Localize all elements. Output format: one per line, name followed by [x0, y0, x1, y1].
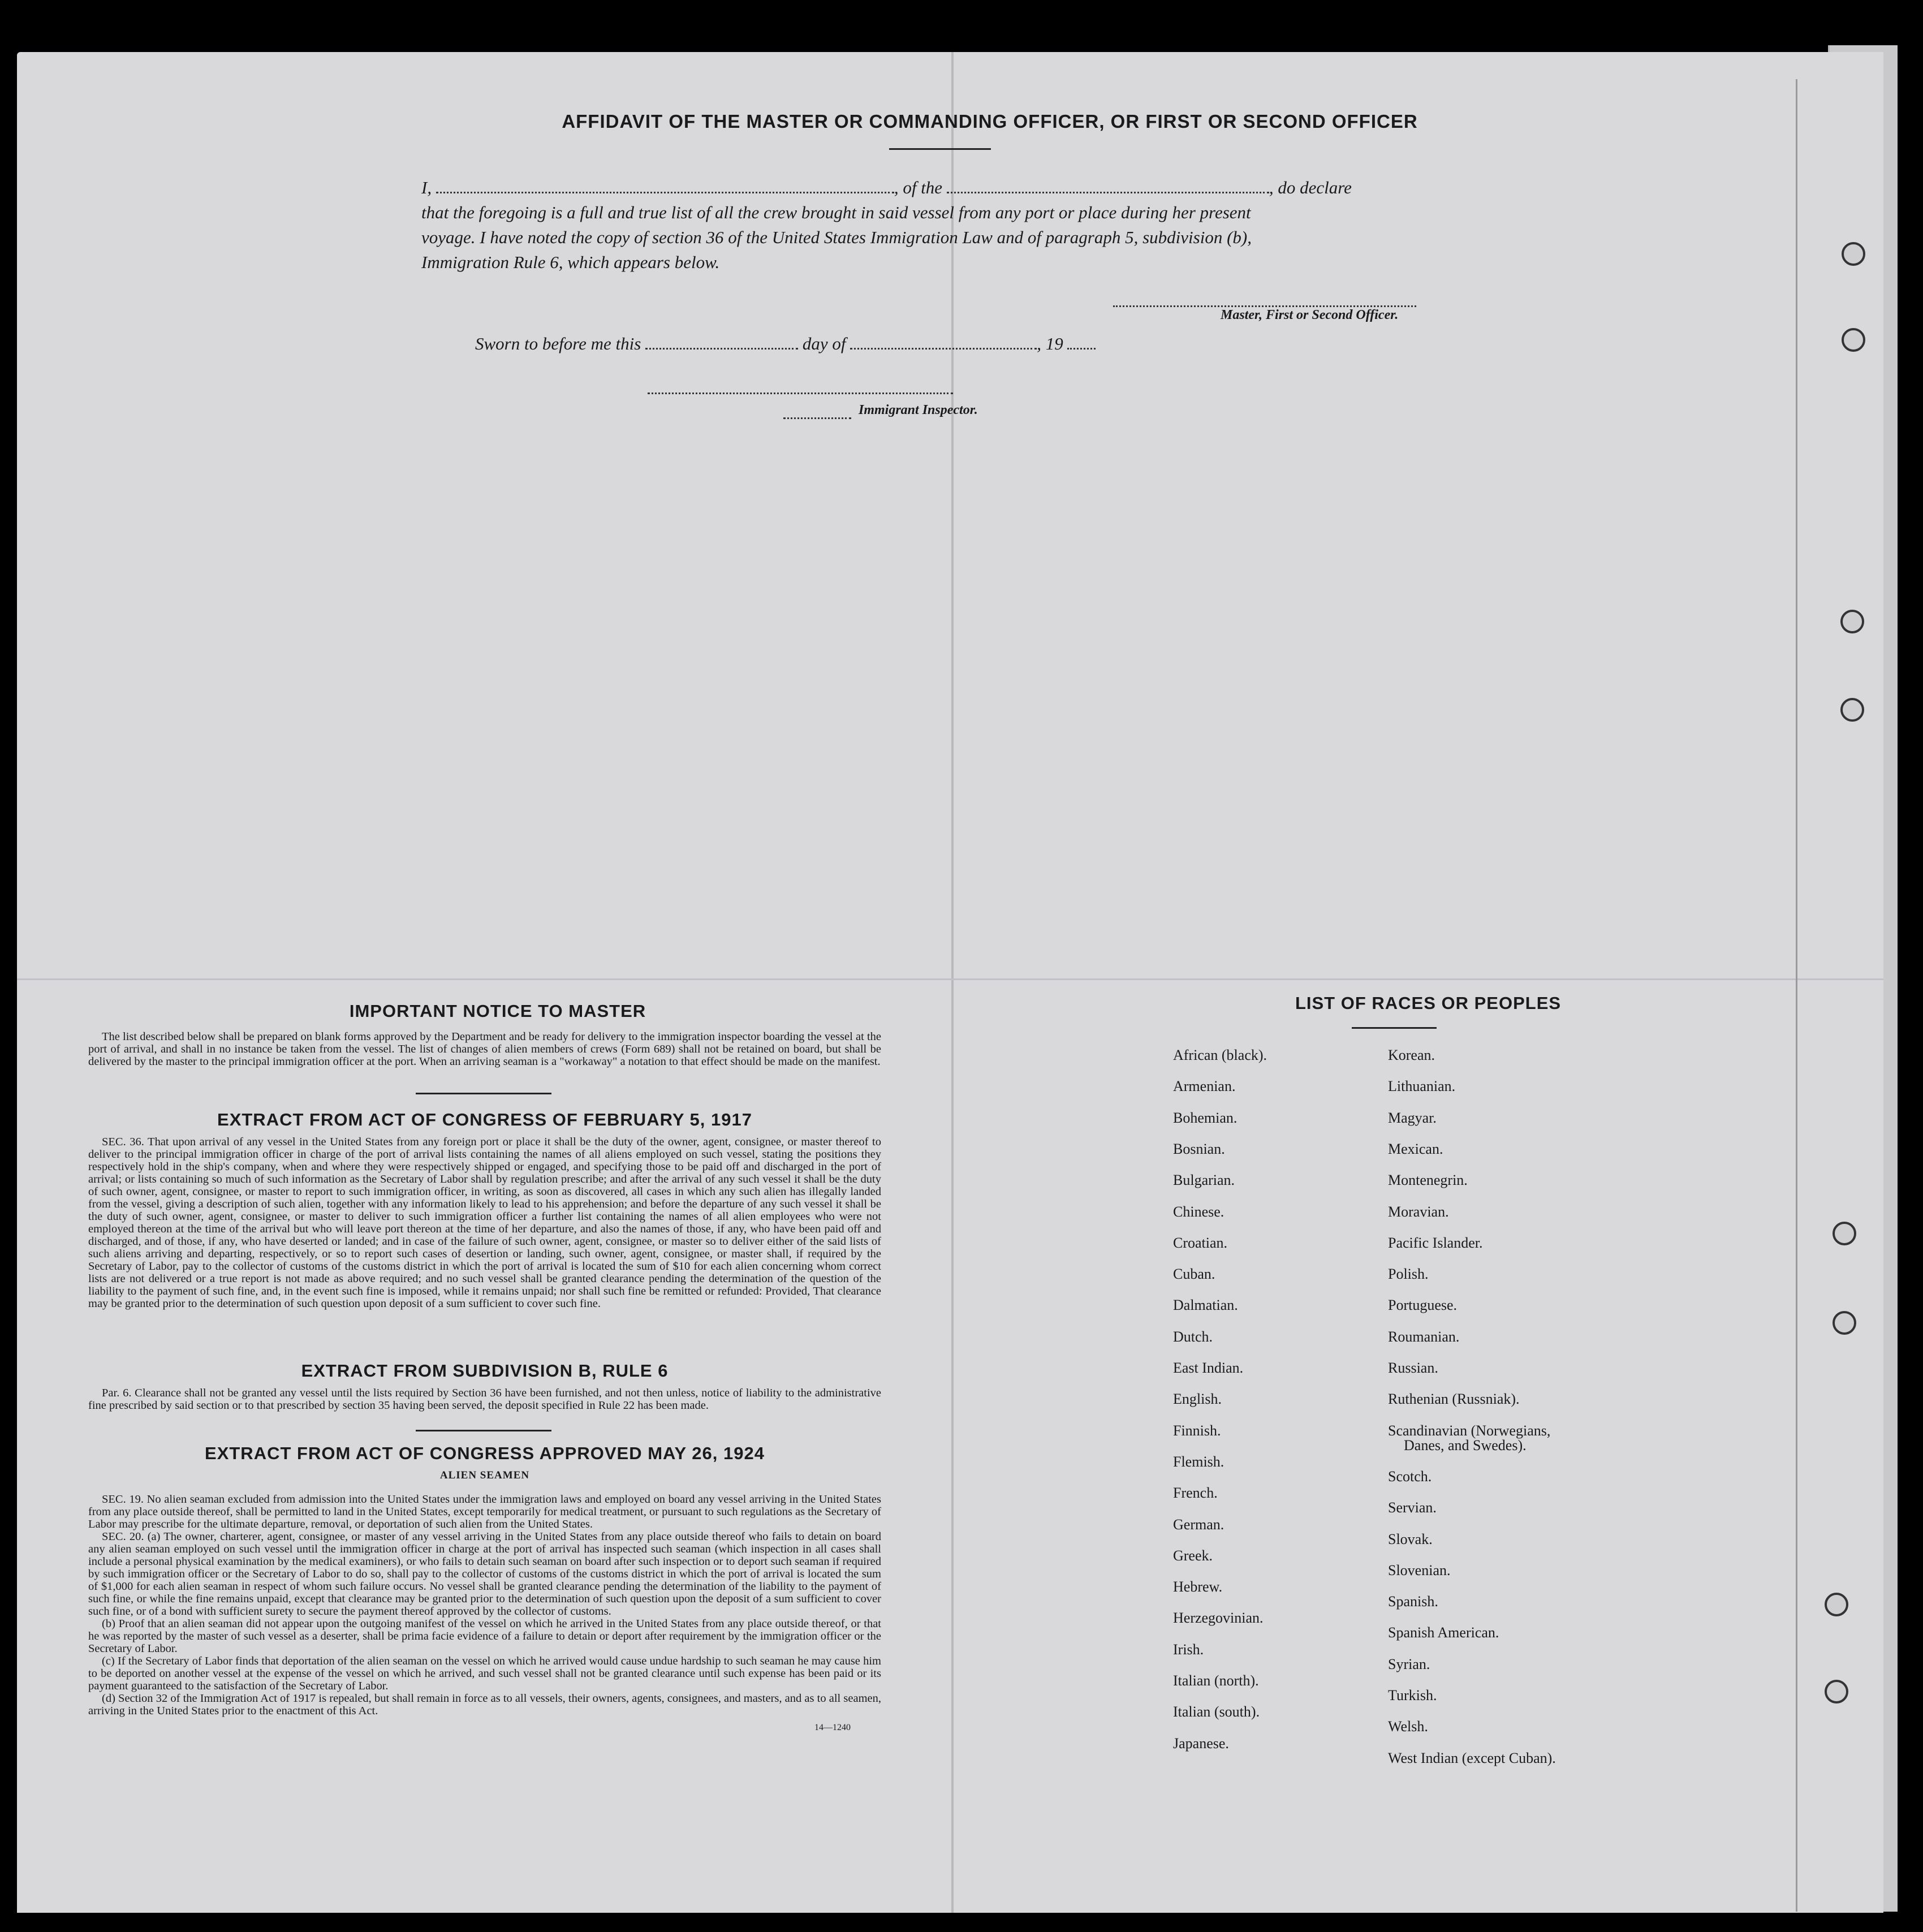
vessel-name-field[interactable]: [947, 179, 1269, 193]
notice-title: IMPORTANT NOTICE TO MASTER: [349, 1001, 646, 1021]
race-item: Montenegrin.: [1388, 1172, 1468, 1189]
race-item: Bulgarian.: [1173, 1172, 1235, 1189]
race-item: French.: [1173, 1485, 1218, 1502]
race-item: Syrian.: [1388, 1655, 1430, 1672]
divider: [416, 1430, 551, 1431]
punch-hole-icon: [1842, 242, 1865, 266]
extract-1924-subtitle: ALIEN SEAMEN: [439, 1469, 530, 1481]
race-item: Slovak.: [1388, 1530, 1433, 1547]
notice-text: The list described below shall be prepared on blank forms approved by the Department and be ready for delivery to the immigration inspector boarding the vessel at the port of arrival, and shall in no instance be taken from the vessel. The list of changes of alien members of crews (Form 689) shall not be retained on board, but shall be delivered by the master to the principal immigration officer at the port. When an arriving seaman is a "workaway" a notation to that effect should be made on the manifest.: [88, 1030, 881, 1068]
divider: [416, 1093, 551, 1094]
race-item: Turkish.: [1388, 1687, 1437, 1704]
race-item: Ruthenian (Russniak).: [1388, 1391, 1520, 1408]
sworn-line: Sworn to before me this day of , 19: [475, 334, 1096, 354]
race-item: Italian (south).: [1173, 1704, 1260, 1720]
race-item: Scandinavian (Norwegians,: [1388, 1422, 1551, 1439]
race-item: Spanish American.: [1388, 1624, 1499, 1641]
race-item: Finnish.: [1173, 1422, 1221, 1439]
inspector-signature-line[interactable]: [648, 391, 953, 394]
race-item: Hebrew.: [1173, 1579, 1223, 1595]
race-item: Welsh.: [1388, 1718, 1428, 1735]
race-item: Italian (north).: [1173, 1672, 1259, 1689]
master-name-field[interactable]: [436, 179, 894, 193]
race-item: Spanish.: [1388, 1593, 1438, 1610]
extract-1917-title: EXTRACT FROM ACT OF CONGRESS OF FEBRUARY 5, 1917: [217, 1110, 752, 1129]
race-item: Scotch.: [1388, 1468, 1432, 1485]
race-item: Bosnian.: [1173, 1140, 1225, 1157]
master-signature-label: Master, First or Second Officer.: [1221, 308, 1399, 322]
affidavit-line-2: that the foregoing is a full and true list of all the crew brought in said vessel from any port or place during her present: [421, 202, 1251, 222]
race-item: Chinese.: [1173, 1203, 1224, 1220]
races-title-rule: [1352, 1027, 1437, 1029]
race-item: Flemish.: [1173, 1453, 1224, 1470]
race-item: Cuban.: [1173, 1266, 1215, 1283]
sworn-day-field[interactable]: [645, 335, 798, 350]
race-item: Servian.: [1388, 1499, 1437, 1516]
punch-hole-icon: [1840, 610, 1864, 633]
extract-1924-title: EXTRACT FROM ACT OF CONGRESS APPROVED MAY 26, 1924: [205, 1443, 765, 1463]
race-item: Magyar.: [1388, 1109, 1437, 1126]
race-item: Slovenian.: [1388, 1562, 1451, 1579]
sworn-month-field[interactable]: [850, 335, 1037, 350]
race-item: Pacific Islander.: [1388, 1234, 1483, 1251]
race-item: East Indian.: [1173, 1360, 1244, 1376]
extract-rule6-text: Par. 6. Clearance shall not be granted any vessel until the lists required by Section 36 have been furnished, and not then unless, notice of liability to the administrative fine prescribed by said section or to that prescribed by section 35 having been served, the deposit specified in Rule 22 has been made.: [88, 1387, 881, 1412]
race-item: Japanese.: [1173, 1735, 1229, 1752]
race-item: Greek.: [1173, 1547, 1213, 1564]
punch-hole-icon: [1833, 1311, 1856, 1335]
inspector-label: Immigrant Inspector.: [859, 403, 978, 417]
race-item: Dutch.: [1173, 1328, 1213, 1345]
race-item: English.: [1173, 1391, 1222, 1408]
punch-hole-icon: [1825, 1593, 1848, 1616]
race-item: Lithuanian.: [1388, 1078, 1456, 1095]
race-item: Polish.: [1388, 1266, 1429, 1283]
punch-hole-icon: [1842, 328, 1865, 352]
vertical-fold: [951, 52, 954, 1913]
races-title: LIST OF RACES OR PEOPLES: [1295, 993, 1562, 1013]
extract-1917-text: SEC. 36. That upon arrival of any vessel in the United States from any foreign port or place it shall be the duty of the owner, agent, consignee, or master thereof to deliver to the principal immigration officer in charge of the port of arrival lists containing the names of all aliens employed on such vessel, stating the positions they respectively hold in the ship's company, when and where they were respectively shipped or engaged, and specifying those to be paid off and discharged in the port of arrival; or lists containing so much of such information as the Secretary of Labor shall by regulation prescribe; and after the arrival of any such vessel it shall be the duty of such owner, agent, consignee, or master to report to such immigration officer, in writing, as soon as discovered, all cases in which any such alien has illegally landed from the vessel, giving a description of such alien, together with any information likely to lead to his apprehension; and before the departure of any such vessel it shall be the duty of such owner, agent, consignee, or master to deliver to such immigration officer a further list containing the names of all alien employees who were not employed thereon at the time of the arrival but who will leave port thereon at the time of her departure, and also the names of those, if any, who have been paid off and discharged, and of those, if any, who have deserted or landed; and in case of the failure of such owner, agent, consignee, or master so to deliver either of the said lists of such aliens arriving and departing, respectively, or so to report such cases of desertion or landing, such owner, agent, consignee, or master shall, if required by the Secretary of Labor, pay to the collector of customs of the customs district in which the port of arrival is located the sum of $10 for each alien concerning whom correct lists are not delivered or a true report is not made as above required; and no such vessel shall be granted clearance pending the determination of the question of the liability to the payment of such fine, and, in the event such fine is imposed, while it remains unpaid; nor shall such fine be remitted or refunded: Provided, That clearance may be granted prior to the determination of such question upon deposit of a sum sufficient to cover such fine.: [88, 1136, 881, 1310]
form-number: 14—1240: [814, 1723, 851, 1732]
race-item: Irish.: [1173, 1641, 1204, 1658]
affidavit-title-rule: [889, 148, 991, 150]
race-item: Bohemian.: [1173, 1109, 1238, 1126]
horizontal-fold: [17, 978, 1883, 980]
extract-rule6-title: EXTRACT FROM SUBDIVISION B, RULE 6: [301, 1361, 669, 1381]
race-item: Russian.: [1388, 1360, 1438, 1376]
affidavit-title: AFFIDAVIT OF THE MASTER OR COMMANDING OFFICER, OR FIRST OR SECOND OFFICER: [562, 111, 1418, 132]
inspector-signature-underline: [783, 416, 851, 419]
race-item: Korean.: [1388, 1047, 1435, 1063]
race-item: German.: [1173, 1516, 1224, 1533]
affidavit-line-1: I, , of the , do declare: [421, 178, 1352, 197]
race-item: African (black).: [1173, 1047, 1267, 1063]
race-item: West Indian (except Cuban).: [1388, 1749, 1556, 1766]
page-edge-line: [1796, 79, 1797, 1912]
race-item: Moravian.: [1388, 1203, 1449, 1220]
race-item: Herzegovinian.: [1173, 1610, 1264, 1627]
race-item: Armenian.: [1173, 1078, 1236, 1095]
race-item: Danes, and Swedes).: [1404, 1437, 1527, 1454]
race-item: Croatian.: [1173, 1234, 1228, 1251]
punch-hole-icon: [1840, 698, 1864, 722]
race-item: Roumanian.: [1388, 1328, 1460, 1345]
punch-hole-icon: [1833, 1222, 1856, 1245]
race-item: Mexican.: [1388, 1140, 1443, 1157]
affidavit-line-4: Immigration Rule 6, which appears below.: [421, 252, 720, 272]
sworn-year-field[interactable]: [1067, 335, 1096, 350]
affidavit-body: [421, 175, 1462, 275]
master-signature-line[interactable]: [1113, 304, 1416, 307]
punch-hole-icon: [1825, 1680, 1848, 1704]
extract-1924-text: SEC. 19. No alien seaman excluded from admission into the United States under the immigration laws and employed on board any vessel arriving in the United States from any place outside thereof, shall be permitted to land in the United States, except temporarily for medical treatment, or pursuant to such regulations as the Secretary of Labor may prescribe for the ultimate departure, removal, or deportation of such alien from the United States. SEC. 20. (a) The owner, charterer, agent, consignee, or master of any vessel arriving in the United States from any place outside thereof who fails to detain on board any alien seaman employed on such vessel until the immigration officer in charge at the port of arrival has inspected such seaman (which inspection in all cases shall include a personal physical examination by the medical examiners), or who fails to detain such seaman on board after such inspection or to deport such seaman if required by such immigration officer or the Secretary of Labor to do so, shall pay to the collector of customs of the customs district in which the port of arrival is located the sum of $1,000 for each alien seaman in respect of whom such failure occurs. No vessel shall be granted clearance pending the determination of the liability to the payment of such fine, or while the fine remains unpaid, except that clearance may be granted prior to the determination of such question upon the deposit of a sum sufficient to cover such fine, or of a bond with sufficient surety to secure the payment thereof approved by the collector of customs. (b) Proof that an alien seaman did not appear upon the outgoing manifest of the vessel on which he arrived in the United States from any place outside thereof, or that he was reported by the master of such vessel as a deserter, shall be prima facie evidence of a failure to detain or deport after requirement by the immigration officer or the Secretary of Labor. (c) If the Secretary of Labor finds that deportation of the alien seaman on the vessel on which he arrived would cause undue hardship to such seaman he may cause him to be deported on another vessel at the expense of the vessel on which he arrived, and such vessel shall not be granted clearance until such expense has been paid or its payment guaranteed to the satisfaction of the Secretary of Labor. (d) Section 32 of the Immigration Act of 1917 is repealed, but shall remain in force as to all vessels, their owners, agents, consignees, and masters, and as to all seamen, arriving in the United States prior to the enactment of this Act.: [88, 1493, 881, 1717]
race-item: Portuguese.: [1388, 1297, 1458, 1314]
race-item: Dalmatian.: [1173, 1297, 1238, 1314]
affidavit-line-3: voyage. I have noted the copy of section 36 of the United States Immigration Law and of paragraph 5, subdivision (b),: [421, 227, 1252, 247]
